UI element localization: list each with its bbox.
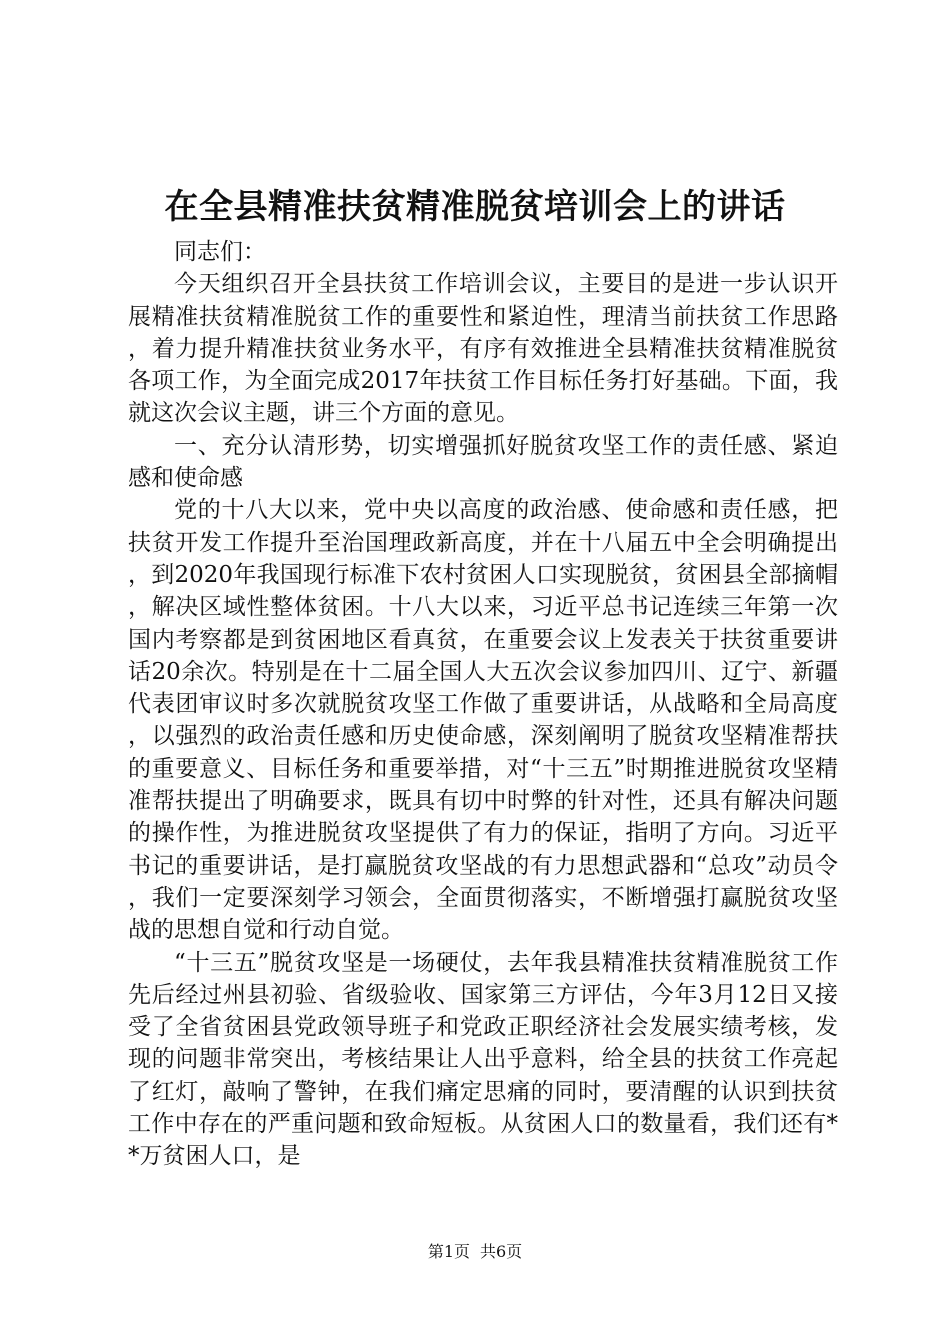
page-number-total: 共6页 bbox=[480, 1242, 523, 1261]
document-title: 在全县精准扶贫精准脱贫培训会上的讲话 bbox=[164, 187, 786, 227]
document-body bbox=[128, 236, 838, 1173]
paragraph-context: 党的十八大以来，党中央以高度的政治感、使命感和责任感，把扶贫开发工作提升至治国理政新高度，并在十八届五中全会明确提出，到2020年我国现行标准下农村贫困人口实现脱贫，贫困县全部摘帽，解决区域性整体贫困。十八大以来，习近平总书记连续三年第一次国内考察都是到贫困地区看真贫，在重要会议上发表关于扶贫重要讲话20余次。特别是在十二届全国人大五次会议参加四川、辽宁、新疆代表团审议时多次就脱贫攻坚工作做了重要讲话，从战略和全局高度，以强烈的政治责任感和历史使命感，深刻阐明了脱贫攻坚精准帮扶的重要意义、目标任务和重要举措，对“十三五”时期推进脱贫攻坚精准帮扶提出了明确要求，既具有切中时弊的针对性，还具有解决问题的操作性，为推进脱贫攻坚提供了有力的保证，指明了方向。习近平书记的重要讲话，是打赢脱贫攻坚战的有力思想武器和“总攻”动员令，我们一定要深刻学习领会，全面贯彻落实，不断增强打赢脱贫攻坚战的思想自觉和行动自觉。 bbox=[128, 497, 838, 944]
paragraph-situation: “十三五”脱贫攻坚是一场硬仗，去年我县精准扶贫精准脱贫工作先后经过州县初验、省级验收、国家第三方评估，今年3月12日又接受了全省贫困县党政领导班子和党政正职经济社会发展实绩考核，发现的问题非常突出，考核结果让人出乎意料，给全县的扶贫工作亮起了红灯，敲响了警钟，在我们痛定思痛的同时，要清醒的认识到扶贫工作中存在的严重问题和致命短板。从贫困人口的数量看，我们还有**万贫困人口，是 bbox=[128, 949, 838, 1170]
salutation: 同志们： bbox=[174, 239, 266, 265]
section-heading: 一、充分认清形势，切实增强抓好脱贫攻坚工作的责任感、紧迫感和使命感 bbox=[128, 432, 838, 492]
page-footer bbox=[0, 1241, 950, 1263]
page-number-current: 第1页 bbox=[427, 1242, 470, 1261]
paragraph-intro: 今天组织召开全县扶贫工作培训会议，主要目的是进一步认识开展精准扶贫精准脱贫工作的重要性和紧迫性，理清当前扶贫工作思路，着力提升精准扶贫业务水平，有序有效推进全县精准扶贫精准脱贫各项工作，为全面完成2017年扶贫工作目标任务打好基础。下面，我就这次会议主题，讲三个方面的意见。 bbox=[128, 271, 838, 427]
